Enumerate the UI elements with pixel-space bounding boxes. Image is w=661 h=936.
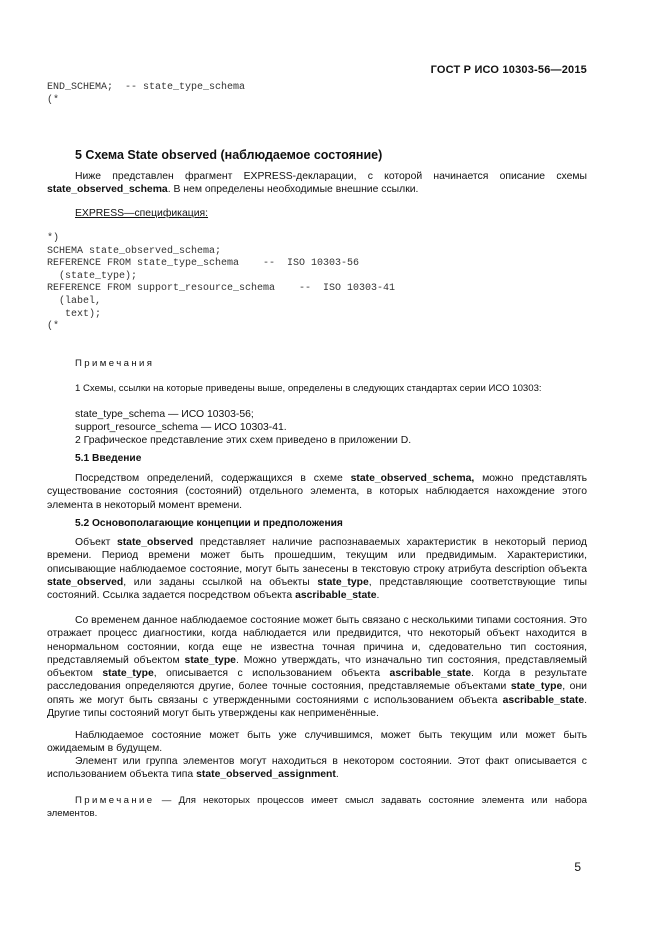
intro-text-end: . В нем определены необходимые внешние ссылки. (167, 184, 419, 196)
code-line: REFERENCE FROM state_type_schema -- ISO 10303-56 (47, 258, 360, 270)
text: Со временем данное наблюдаемое состояние может быть связано с несколькими типами состояния. Это отражает процесс диагностики, когда наблюдается или предвидится, что некоторый объект находится в ненормальном состоянии, когда еще не известна точная причина и, сдедовательно тип состояния, представляемый объектом (47, 615, 587, 666)
text: . Можно утверждать, что изначально тип состояния, представляемый объектом (47, 654, 587, 680)
code-line: (label, (47, 295, 102, 307)
note-1: 1 Схемы, ссылки на которые приведены выше, определены в следующих стандартах серии ИСО 10303: (75, 383, 542, 394)
note-ref-1: state_type_schema — ИСО 10303-56; (75, 409, 254, 420)
code-line: SCHEMA state_observed_schema; (47, 245, 222, 257)
section-intro (47, 170, 587, 197)
note-label: Примечание (75, 795, 155, 806)
paragraph (47, 614, 587, 720)
code-line: END_SCHEMA; -- state_type_schema (47, 82, 246, 93)
note-ref-2: support_resource_schema — ИСО 10303-41. (75, 422, 287, 433)
section-title: 5 Схема State observed (наблюдаемое состояние) (75, 148, 383, 162)
note-2: 2 Графическое представление этих схем приведено в приложении D. (75, 435, 412, 446)
paragraph-text: можно представлять существование состояния (состояний) отдельного элемента, в которых наблюдается нахождение этого элемента в некоторый момент времени. (47, 473, 587, 511)
final-note (47, 794, 587, 821)
entity-name: state_observed_assignment (196, 769, 336, 781)
document-header: ГОСТ Р ИСО 10303-56—2015 (430, 64, 587, 76)
text: , описывается с использованием объекта (153, 668, 390, 680)
text: Элемент или группа элементов могут находиться в некотором состоянии. Этот факт описывается с использованием объекта типа (47, 756, 587, 781)
notes-label: Примечания (75, 358, 155, 369)
code-block (47, 233, 395, 334)
paragraph (47, 755, 587, 782)
schema-name: state_observed_schema, (350, 473, 475, 484)
paragraph (47, 536, 587, 602)
code-line: (state_type); (47, 270, 138, 282)
subsection-title: 5.1 Введение (75, 453, 142, 464)
entity-name: ascribable_state (295, 590, 377, 602)
entity-name: state_observed (116, 537, 194, 548)
text: представляет наличие распознаваемых характеристик в некоторый период времени. Период времени может быть прошедшим, текущим или предвидимым. Характеристики, описывающие наблюдаемое состояние, могут быть занесены в текстовую строку атрибута description объекта (47, 537, 587, 575)
intro-schema: state_observed_schema (47, 184, 168, 196)
text: . (376, 590, 380, 602)
note-text: — Для некоторых процессов имеет смысл задавать состояние элемента или набора элементов. (47, 795, 587, 820)
subsection-title: 5.2 Основополагающие концепции и предположения (75, 518, 343, 529)
page-number: 5 (574, 860, 581, 874)
code-line: (* (47, 321, 60, 333)
paragraph (47, 472, 587, 512)
entity-name: state_observed (47, 576, 124, 588)
code-top (47, 82, 245, 107)
text: , представляющие соответствующие типы состояний. Ссылка задается посредством объекта (47, 576, 587, 602)
entity-name: state_type (102, 668, 154, 680)
code-line: text); (47, 308, 102, 320)
entity-name: state_type (317, 576, 369, 588)
text: . (335, 769, 339, 781)
text: , они опять же могут быть связаны с утвержденными состояниями с использованием объекта (47, 681, 587, 706)
code-line: REFERENCE FROM support_resource_schema -- ISO 10303-41 (47, 283, 396, 295)
entity-name: ascribable_state (389, 668, 471, 680)
paragraph-text: Посредством определений, содержащихся в схеме (75, 473, 351, 484)
entity-name: state_type (510, 681, 563, 693)
express-label: EXPRESS—спецификация: (75, 208, 209, 219)
code-line: (* (47, 94, 60, 106)
text: . Другие типы состояний могут быть утверждены как неприменённые. (47, 694, 587, 720)
text: , или заданы ссылкой на объекты (123, 576, 318, 588)
code-line: *) (47, 233, 60, 244)
intro-text: Ниже представлен фрагмент EXPRESS-декларации, с которой начинается описание схемы (75, 171, 587, 182)
paragraph: Наблюдаемое состояние может быть уже случившимся, может быть текущим или может быть ожидаемым в будущем. (47, 730, 587, 755)
text: Объект (75, 537, 117, 548)
text: . Когда в результате расследования определяются другие, более точные состояния, представляемые объектами (47, 668, 587, 693)
entity-name: ascribable_state (502, 694, 585, 706)
entity-name: state_type (184, 654, 236, 666)
